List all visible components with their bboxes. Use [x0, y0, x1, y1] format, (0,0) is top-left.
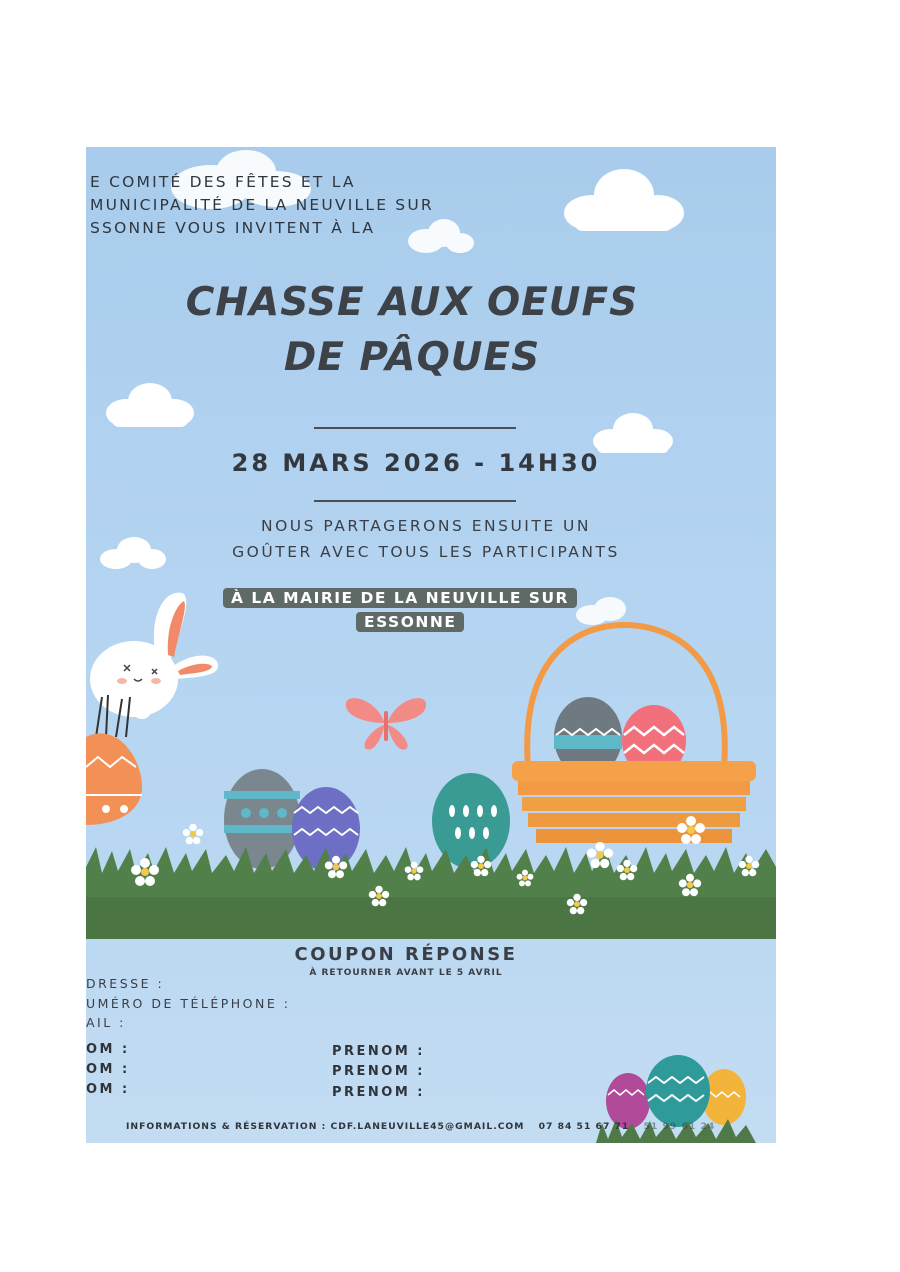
- footer-phone: 07 84 51 67 71: [538, 1121, 630, 1132]
- daisy-icon: [616, 859, 638, 881]
- coupon-title: COUPON RÉPONSE: [294, 944, 518, 965]
- daisy-icon: [738, 855, 760, 877]
- easter-egg-icon: [86, 717, 144, 827]
- butterfly-icon: [344, 693, 428, 753]
- nom-label: OM :: [86, 1042, 130, 1057]
- grass-field: [86, 847, 776, 939]
- intro-line: MUNICIPALITÉ DE LA NEUVILLE SUR: [90, 196, 434, 214]
- divider: [314, 500, 516, 502]
- daisy-icon: [130, 857, 160, 887]
- event-title: [112, 275, 712, 385]
- location-badge: ESSONNE: [356, 612, 464, 632]
- address-label: DRESSE :: [86, 976, 165, 991]
- easter-poster: [86, 147, 776, 1143]
- daisy-icon: [586, 841, 614, 869]
- cloud-icon: [562, 165, 686, 237]
- prenom-label: PRENOM :: [332, 1064, 426, 1079]
- daisy-icon: [470, 855, 492, 877]
- daisy-icon: [676, 815, 706, 845]
- daisy-icon: [182, 823, 204, 845]
- nom-label: OM :: [86, 1062, 130, 1077]
- note-line: NOUS PARTAGERONS ENSUITE UN: [260, 517, 591, 535]
- daisy-icon: [566, 893, 588, 915]
- daisy-icon: [404, 861, 424, 881]
- footer-info: [126, 1121, 725, 1132]
- intro-line: SSONNE VOUS INVITENT À LA: [90, 219, 376, 237]
- coupon-subtitle: À RETOURNER AVANT LE 5 AVRIL: [309, 968, 503, 978]
- footer-info-label: INFORMATIONS & RÉSERVATION : CDF.LANEUVILLE45@GMAIL.COM: [126, 1121, 525, 1132]
- nom-label: OM :: [86, 1082, 130, 1097]
- footer-phone-2: 51 99 61 24: [643, 1121, 716, 1132]
- location-badge: À LA MAIRIE DE LA NEUVILLE SUR: [223, 588, 577, 608]
- email-label: AIL :: [86, 1015, 126, 1030]
- title-line: CHASSE AUX OEUFS: [185, 280, 639, 325]
- note-line: GOÛTER AVEC TOUS LES PARTICIPANTS: [232, 543, 620, 561]
- intro-text: [90, 171, 434, 240]
- event-note: [86, 513, 766, 565]
- basket-icon: [506, 617, 766, 849]
- prenom-label: PRENOM :: [332, 1085, 426, 1100]
- prenom-label: PRENOM :: [332, 1044, 426, 1059]
- divider: [314, 427, 516, 429]
- daisy-icon: [368, 885, 390, 907]
- title-line: DE PÂQUES: [283, 335, 541, 380]
- cloud-icon: [104, 379, 196, 431]
- phone-label: UMÉRO DE TÉLÉPHONE :: [86, 996, 291, 1011]
- event-date-time: 28 MARS 2026 - 14H30: [231, 449, 601, 477]
- daisy-icon: [516, 869, 534, 887]
- daisy-icon: [324, 855, 348, 879]
- daisy-icon: [678, 873, 702, 897]
- intro-line: E COMITÉ DES FÊTES ET LA: [90, 173, 356, 191]
